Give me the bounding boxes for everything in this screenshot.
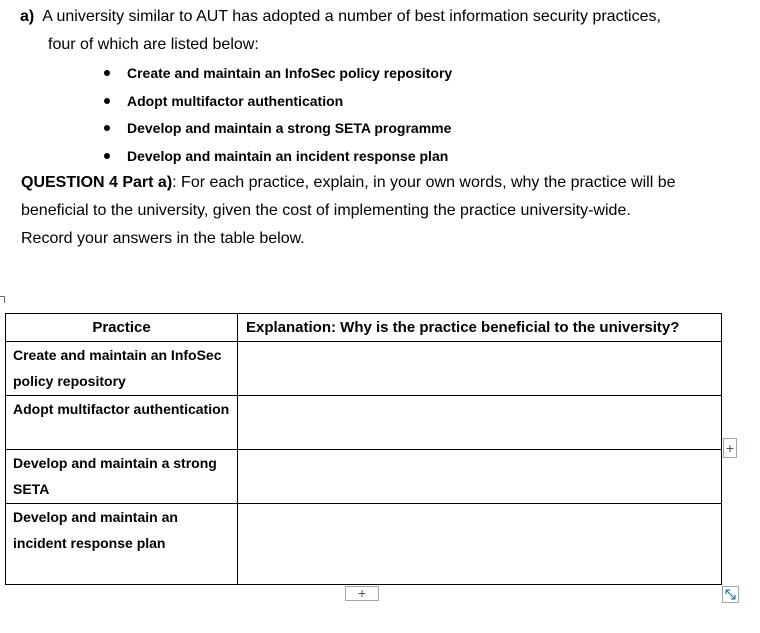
intro-text: A university similar to AUT has adopted a number of best information security practices, [42,8,661,25]
intro-line-1 [20,7,661,27]
bullet-text: Develop and maintain an incident response plan [127,148,449,164]
table-row [6,396,722,450]
bullet-dot-icon [104,70,110,76]
bullet-text: Develop and maintain a strong SETA programme [127,120,452,136]
intro-line-2: four of which are listed below: [48,36,259,53]
table-header-row [6,314,722,342]
table-resize-handle[interactable] [722,586,739,603]
bullet-dot-icon [104,98,110,104]
answers-table [5,313,722,585]
bullet-text: Create and maintain an InfoSec policy repository [127,65,453,81]
question-label: a) [20,8,35,25]
table-row [6,342,722,396]
resize-diagonal-icon [723,587,738,602]
practice-cell[interactable]: Create and maintain an InfoSec policy repository [6,342,238,396]
bullet-item [104,119,451,137]
bullet-dot-icon [104,153,110,159]
bullet-item [104,64,452,82]
explanation-cell[interactable] [238,396,722,450]
add-column-button[interactable] [723,438,737,458]
explanation-cell[interactable] [238,450,722,504]
table-move-handle[interactable] [0,296,5,303]
explanation-cell[interactable] [238,504,722,585]
part-text: : For each practice, explain, in your own words, why the practice will be [172,174,676,191]
explanation-cell[interactable] [238,342,722,396]
practice-cell[interactable]: Develop and maintain an incident response plan [6,504,238,585]
add-row-button[interactable] [345,586,379,601]
bullet-dot-icon [104,125,110,131]
table-row [6,504,722,585]
bullet-text: Adopt multifactor authentication [127,93,344,109]
part-line-3: Record your answers in the table below. [21,230,305,247]
part-label: QUESTION 4 Part a) [21,174,173,191]
plus-icon: + [725,440,735,456]
practice-cell[interactable]: Develop and maintain a strong SETA [6,450,238,504]
header-practice: Practice [6,314,238,342]
plus-icon: + [357,585,367,601]
bullet-item [104,92,343,110]
bullet-item [104,147,448,165]
practice-cell[interactable]: Adopt multifactor authentication [6,396,238,450]
part-line-1 [21,173,676,193]
table-row [6,450,722,504]
part-line-2: beneficial to the university, given the cost of implementing the practice university-wide. [21,202,631,219]
header-explanation: Explanation: Why is the practice beneficial to the university? [238,314,722,342]
